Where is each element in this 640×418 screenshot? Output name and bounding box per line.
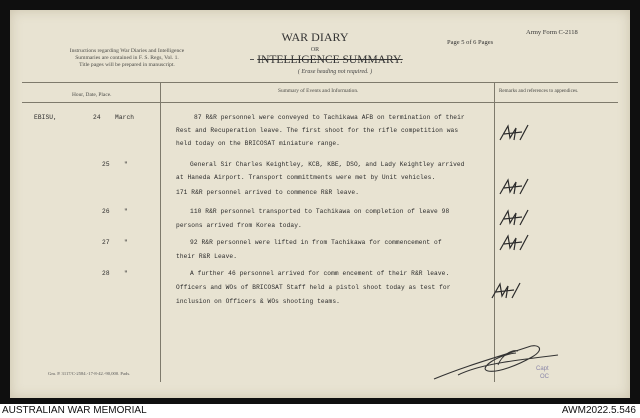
- instruction-line: Title pages will be prepared in manuscript.: [79, 62, 175, 68]
- diary-page: [10, 10, 630, 398]
- entry-line: held today on the BRICOSAT miniature range.: [176, 140, 340, 147]
- footer-institution: AUSTRALIAN WAR MEMORIAL: [2, 405, 147, 416]
- entry-month: March: [115, 114, 135, 121]
- entry-line: persons arrived from Korea today.: [176, 222, 302, 229]
- entry-day: 27: [102, 239, 110, 246]
- entry-day: 28: [102, 270, 110, 277]
- header-rule-top: [22, 82, 618, 83]
- entry-day: 26: [102, 208, 110, 215]
- instructions-block: [32, 48, 222, 69]
- place: EBISU,: [34, 114, 57, 121]
- initials-signature: [488, 280, 528, 302]
- entry-line: inclusion on Officers & WOs shooting teams.: [176, 298, 340, 305]
- entry-month: ": [124, 161, 128, 168]
- footer-accession-number: AWM2022.5.546: [561, 405, 636, 416]
- entry-day: 24: [93, 114, 101, 121]
- print-code: Gm. P. 3117/C-2584.-17-8-42.-90,000. Pads.: [48, 371, 131, 376]
- entry-month: ": [124, 270, 128, 277]
- stamp-capt: Capt: [536, 366, 549, 372]
- entry-line: Officers and WOs of BRICOSAT Staff held a pistol shoot today as test for: [176, 284, 451, 291]
- entry-month: ": [124, 208, 128, 215]
- entry-line: 92 R&R personnel were lifted in from Tachikawa for commencement of: [190, 239, 442, 246]
- entry-line: Rest and Recuperation leave. The first shoot for the rifle competition was: [176, 127, 459, 134]
- entry-month: ": [124, 239, 128, 246]
- footer-bar: [0, 404, 640, 418]
- column-header-remarks: Remarks and references to appendices.: [499, 88, 579, 94]
- instruction-line: Instructions regarding War Diaries and Intelligence: [69, 48, 185, 54]
- subtitle-note: ( Erase heading not required. ): [297, 69, 373, 75]
- initials-signature: [496, 122, 536, 144]
- page-info: Page 5 of 6 Pages: [447, 39, 494, 46]
- entry-line: their R&R Leave.: [176, 253, 238, 260]
- entry-line: A further 46 personnel arrived for comm encement of their R&R leave.: [190, 270, 450, 277]
- initials-signature: [496, 232, 536, 254]
- or-text: OR: [310, 47, 320, 53]
- entry-line: 171 R&R personnel arrived to commence R&R leave.: [176, 189, 360, 196]
- column-header-date: Hour, Date, Place.: [72, 92, 112, 98]
- army-form: Army Form C-2118: [526, 29, 578, 36]
- column-header-summary: Summary of Events and Information.: [278, 88, 359, 94]
- entry-line: at Haneda Airport. Transport committments were met by Unit vehicles.: [176, 174, 436, 181]
- header-rule-bottom: [22, 102, 618, 103]
- column-divider-1: [160, 82, 161, 382]
- entry-line: General Sir Charles Keightley, KCB, KBE, DSO, and Lady Keightley arrived: [190, 161, 465, 168]
- initials-signature: [496, 176, 536, 198]
- title: WAR DIARY: [281, 30, 349, 44]
- initials-signature: [496, 207, 536, 229]
- entry-line: 87 R&R personnel were conveyed to Tachikawa AFB on termination of their: [194, 114, 465, 121]
- instruction-line: Summaries are contained in F. S. Regs, Vol. 1.: [75, 55, 179, 61]
- subtitle: INTELLIGENCE SUMMARY.: [257, 54, 403, 66]
- entry-day: 25: [102, 161, 110, 168]
- stamp-oc: OC: [540, 374, 549, 380]
- entry-line: 110 R&R personnel transported to Tachikawa on completion of leave 98: [190, 208, 450, 215]
- strike-lead: [250, 59, 254, 60]
